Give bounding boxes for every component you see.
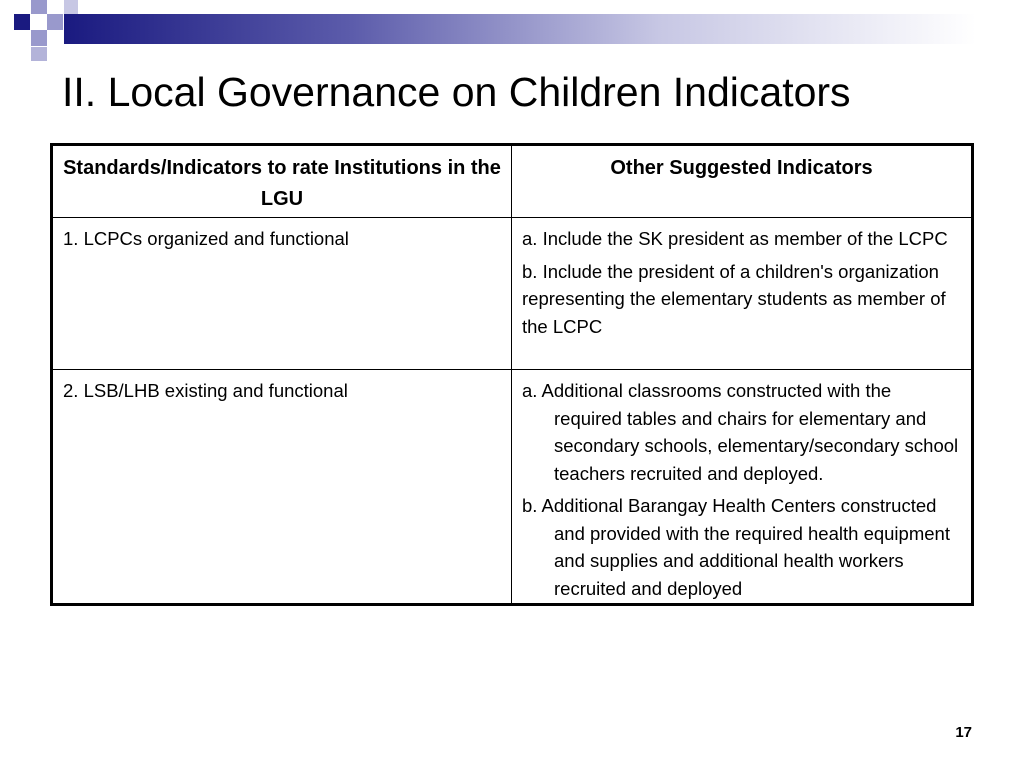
slide-title: II. Local Governance on Children Indicators: [62, 69, 851, 115]
standard-cell: 2. LSB/LHB existing and functional: [52, 370, 512, 605]
suggestions-cell: [512, 370, 973, 605]
suggestion-item: b. Additional Barangay Health Centers constructed and provided with the required health equipment and supplies and additional health workers recruited and deployed: [522, 495, 950, 599]
deco-square-dark: [14, 14, 30, 30]
suggestion-item: a. Additional classrooms constructed with the required tables and chairs for elementary and secondary schools, elementary/secondary school teachers recruited and deployed.: [522, 380, 959, 484]
table-row: [52, 218, 973, 370]
suggestion-item: b. Include the president of a children's organization representing the elementary students as member of the LCPC: [522, 260, 946, 337]
deco-square-light: [47, 14, 63, 30]
table-header-row: [52, 145, 973, 218]
title-gradient-bar: [64, 14, 1024, 44]
suggestion-item: a. Include the SK president as member of the LCPC: [522, 228, 948, 249]
suggestions-cell: [512, 218, 973, 370]
header-other-indicators: Other Suggested Indicators: [512, 145, 973, 218]
deco-square-light: [31, 47, 47, 61]
deco-square-light: [31, 0, 47, 14]
deco-square-light: [31, 30, 47, 46]
standard-cell: 1. LCPCs organized and functional: [52, 218, 512, 370]
page-number: 17: [955, 724, 972, 741]
decorative-header: [0, 0, 1024, 64]
header-standards: Standards/Indicators to rate Institutions in the LGU: [52, 145, 512, 218]
indicators-table: [50, 143, 974, 606]
deco-square-light: [64, 0, 78, 14]
table-row: [52, 370, 973, 605]
